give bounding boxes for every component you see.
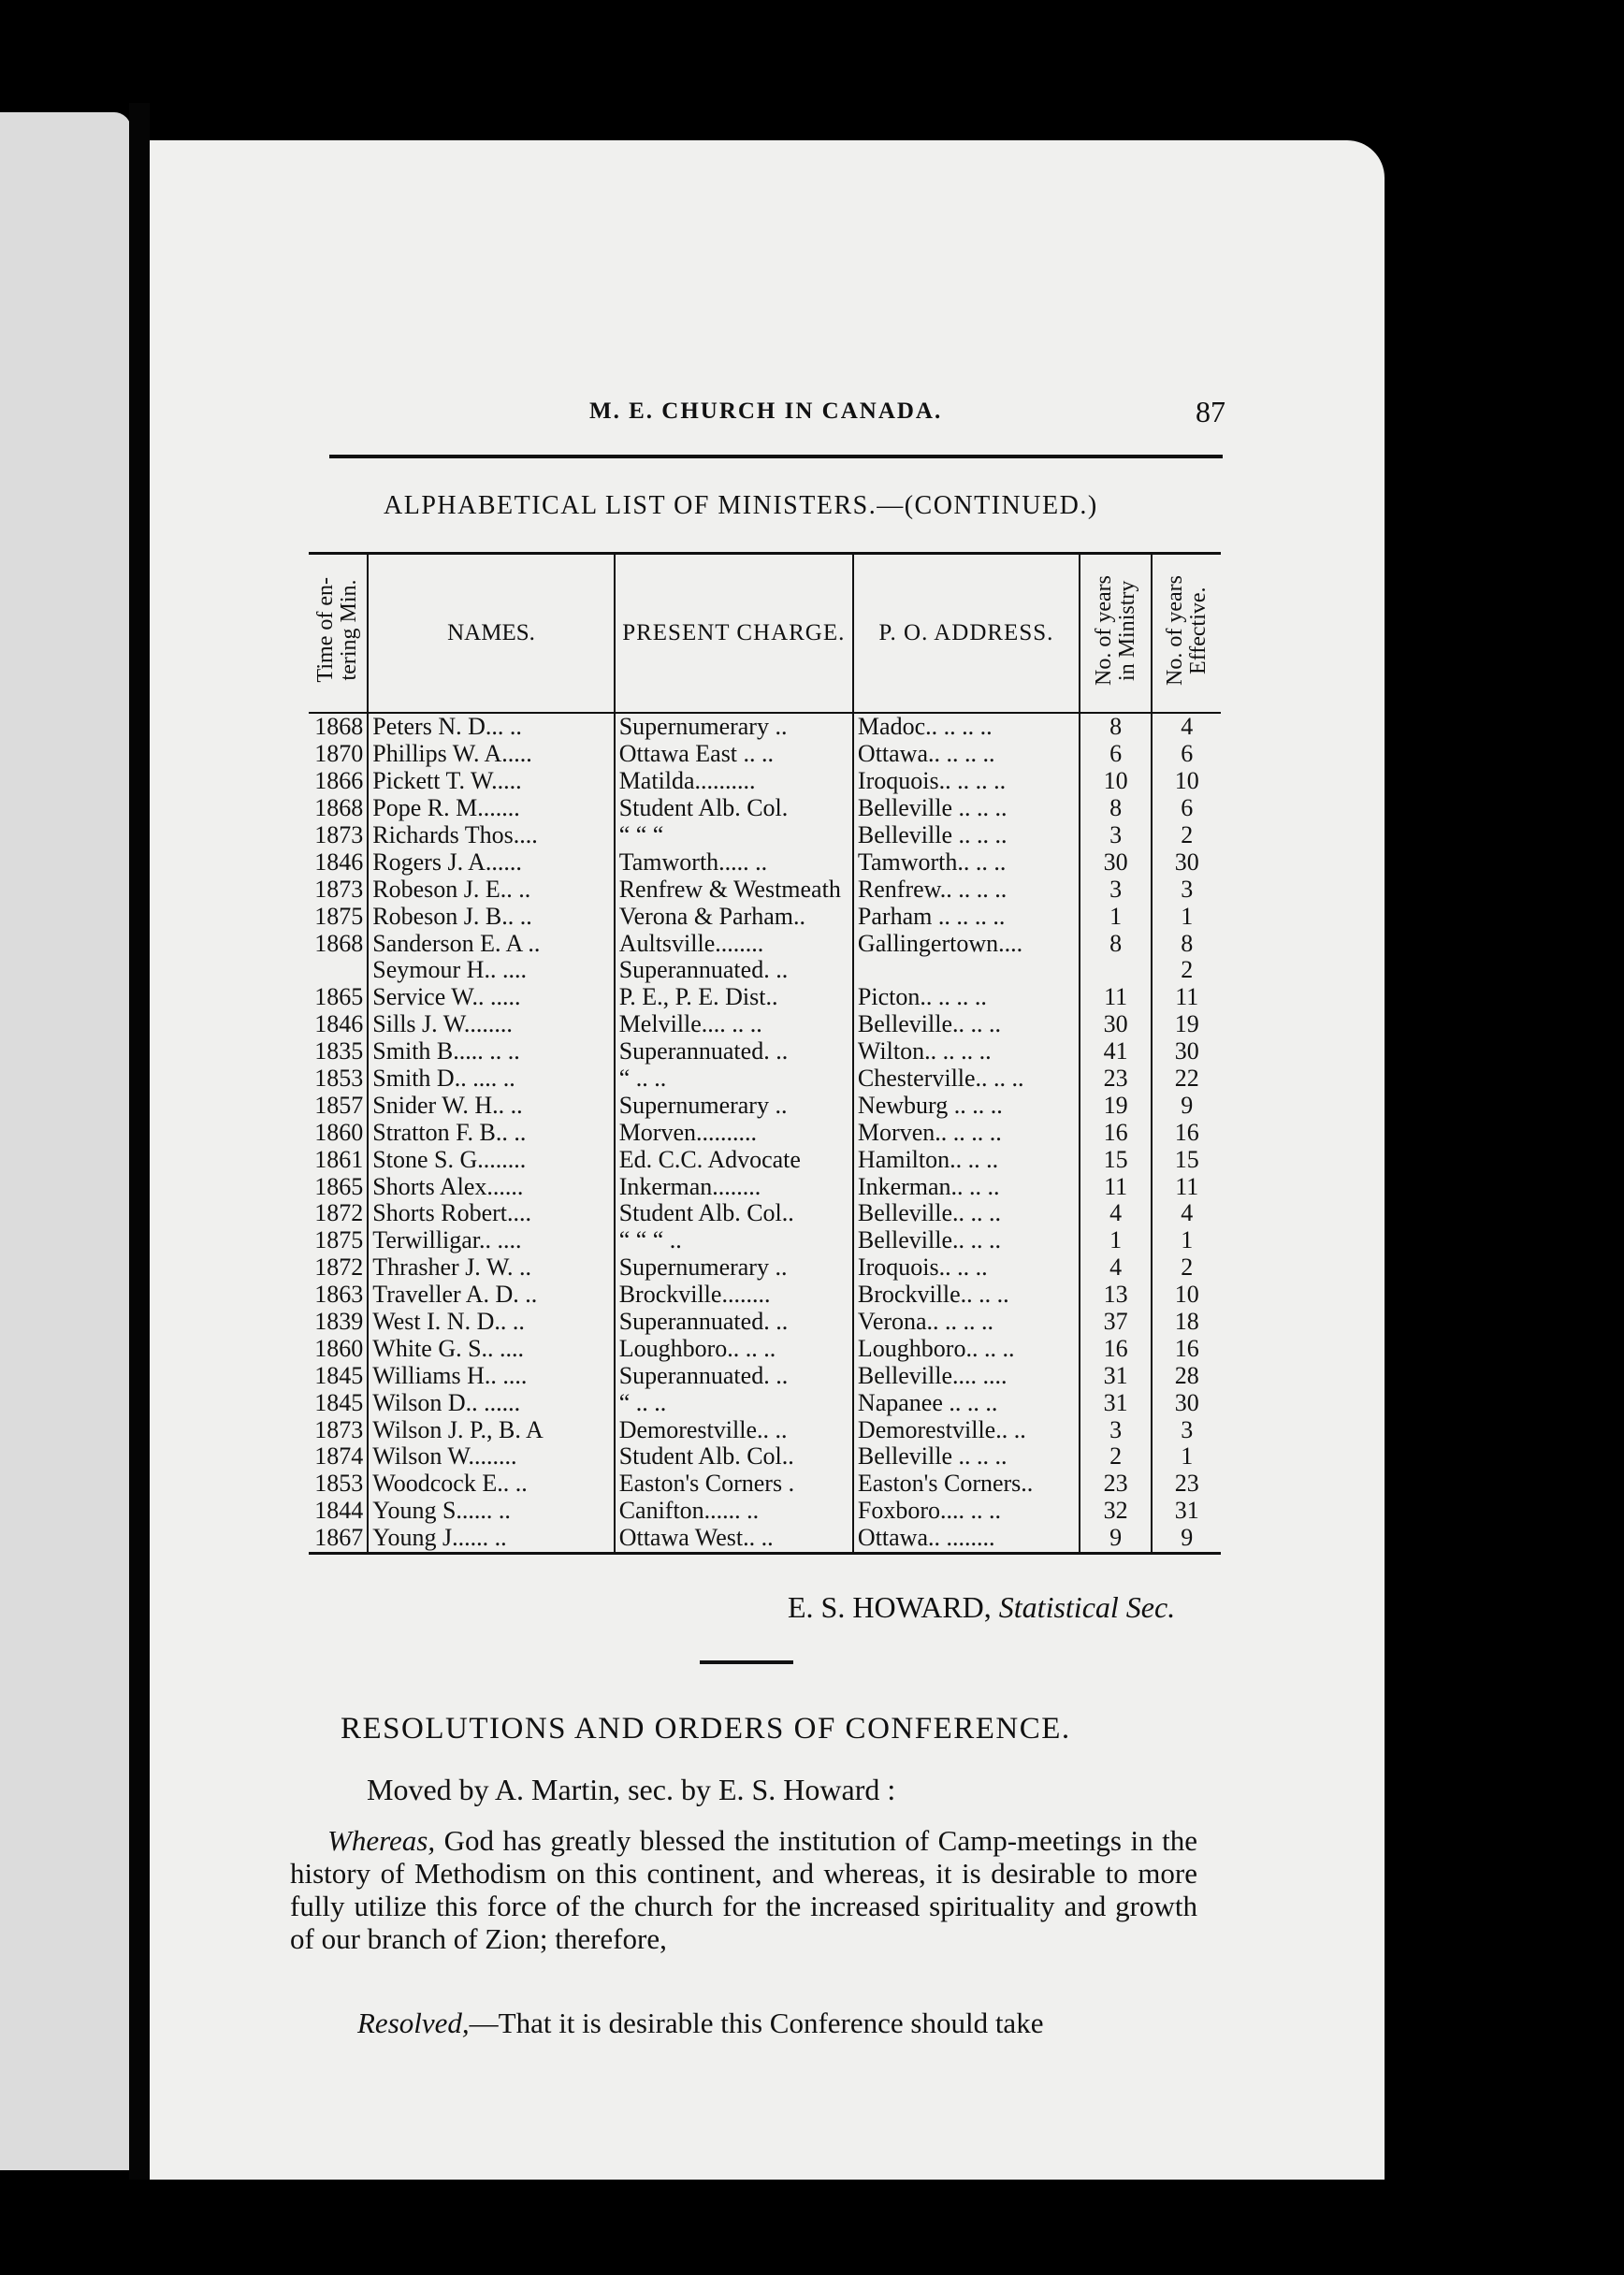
table-row (309, 957, 1221, 984)
cell-name: Wilson J. P., B. A (368, 1416, 614, 1443)
cell-po-address: Madoc.. .. .. .. (853, 713, 1080, 741)
cell-name: Sills J. W........ (368, 1011, 614, 1038)
cell-present-charge: Verona & Parham.. (615, 903, 853, 930)
cell-years-effective: 23 (1152, 1471, 1221, 1498)
cell-po-address: Napanee .. .. .. (853, 1389, 1080, 1416)
cell-years-effective: 2 (1152, 957, 1221, 984)
cell-present-charge: “ “ “ (615, 822, 853, 849)
cell-present-charge: P. E., P. E. Dist.. (615, 984, 853, 1011)
cell-entry-year: 1857 (314, 1092, 364, 1119)
cell-entry-year: 1866 (314, 767, 364, 795)
cell-po-address: Belleville.. .. .. (853, 1227, 1080, 1254)
cell-entry-year: 1873 (314, 821, 364, 848)
cell-po-address: Newburg .. .. .. (853, 1092, 1080, 1119)
cell-years-ministry: 1 (1080, 1227, 1153, 1254)
cell-years-ministry: 16 (1080, 1335, 1153, 1362)
cell-years-effective: 4 (1152, 1200, 1221, 1227)
cell-name: Rogers J. A...... (368, 848, 614, 876)
cell-years-effective: 10 (1152, 1282, 1221, 1309)
cell-entry-year: 1868 (314, 930, 364, 957)
cell-po-address: Chesterville.. .. .. (853, 1065, 1080, 1093)
table-row (309, 713, 1221, 741)
cell-present-charge: Brockville........ (615, 1282, 853, 1309)
cell-years-ministry: 9 (1080, 1525, 1153, 1553)
cell-name: Pickett T. W..... (368, 768, 614, 795)
table-row (309, 1065, 1221, 1093)
cell-entry-year: 1868 (314, 713, 364, 741)
cell-present-charge: Superannuated. .. (615, 957, 853, 984)
cell-name: Shorts Robert.... (368, 1200, 614, 1227)
cell-po-address: Parham .. .. .. .. (853, 903, 1080, 930)
cell-years-effective: 11 (1152, 984, 1221, 1011)
cell-entry-year: 1863 (314, 1281, 364, 1309)
table-row (309, 1309, 1221, 1336)
cell-years-effective: 18 (1152, 1309, 1221, 1336)
cell-po-address: Belleville.... .... (853, 1362, 1080, 1389)
cell-years-ministry: 23 (1080, 1471, 1153, 1498)
cell-years-effective: 11 (1152, 1173, 1221, 1200)
cell-present-charge: “ .. .. (615, 1065, 853, 1093)
cell-entry-year: 1846 (314, 848, 364, 876)
cell-years-effective: 2 (1152, 822, 1221, 849)
cell-name: Smith D.. .... .. (368, 1065, 614, 1093)
table-row (309, 1227, 1221, 1254)
cell-present-charge: Superannuated. .. (615, 1038, 853, 1065)
cell-years-ministry: 6 (1080, 741, 1153, 768)
cell-po-address (853, 957, 1080, 984)
cell-years-ministry: 8 (1080, 713, 1153, 741)
signature (788, 1590, 1175, 1625)
table-row (309, 795, 1221, 822)
cell-years-effective: 15 (1152, 1146, 1221, 1173)
whereas-paragraph (290, 1824, 1197, 1955)
adjacent-page-edge (0, 112, 131, 2170)
cell-years-ministry: 11 (1080, 984, 1153, 1011)
cell-present-charge: “ “ “ .. (615, 1227, 853, 1254)
cell-po-address: Picton.. .. .. .. (853, 984, 1080, 1011)
cell-years-effective: 10 (1152, 768, 1221, 795)
running-title: M. E. CHURCH IN CANADA. (589, 398, 943, 424)
cell-name: Woodcock E.. .. (368, 1471, 614, 1498)
cell-name: Phillips W. A..... (368, 741, 614, 768)
cell-po-address: Ottawa.. .. .. .. (853, 741, 1080, 768)
cell-present-charge: Student Alb. Col.. (615, 1200, 853, 1227)
cell-years-effective: 9 (1152, 1092, 1221, 1119)
table-header-row (309, 554, 1221, 714)
table-row (309, 1443, 1221, 1471)
cell-years-ministry: 37 (1080, 1309, 1153, 1336)
table-row (309, 1335, 1221, 1362)
table-row (309, 1498, 1221, 1525)
cell-entry-year: 1835 (314, 1037, 364, 1065)
cell-entry-year (309, 957, 368, 984)
cell-present-charge: Ottawa West.. .. (615, 1525, 853, 1553)
table-row (309, 1416, 1221, 1443)
cell-entry-year: 1875 (314, 1226, 364, 1254)
resolved-word: Resolved, (357, 2007, 470, 2039)
cell-entry-year: 1861 (314, 1146, 364, 1173)
cell-years-ministry: 31 (1080, 1362, 1153, 1389)
cell-entry-year: 1845 (314, 1362, 364, 1389)
cell-entry-year: 1865 (314, 983, 364, 1011)
cell-years-ministry: 30 (1080, 848, 1153, 876)
cell-entry-year: 1873 (314, 1416, 364, 1443)
cell-years-effective: 4 (1152, 713, 1221, 741)
cell-present-charge: Inkerman........ (615, 1173, 853, 1200)
cell-entry-year: 1875 (314, 903, 364, 930)
cell-entry-year: 1860 (314, 1119, 364, 1146)
cell-present-charge: Supernumerary .. (615, 1254, 853, 1282)
cell-years-ministry: 16 (1080, 1119, 1153, 1146)
column-header-names: NAMES. (368, 554, 614, 714)
cell-po-address: Iroquois.. .. .. .. (853, 768, 1080, 795)
cell-years-effective: 6 (1152, 741, 1221, 768)
table-row (309, 1282, 1221, 1309)
cell-entry-year: 1874 (314, 1443, 364, 1471)
cell-years-ministry: 4 (1080, 1254, 1153, 1282)
cell-entry-year: 1853 (314, 1470, 364, 1498)
table-row (309, 768, 1221, 795)
cell-years-ministry: 31 (1080, 1389, 1153, 1416)
cell-entry-year: 1868 (314, 794, 364, 822)
cell-entry-year: 1845 (314, 1389, 364, 1416)
cell-name: Shorts Alex...... (368, 1173, 614, 1200)
cell-years-ministry: 8 (1080, 930, 1153, 957)
motion-line: Moved by A. Martin, sec. by E. S. Howard : (367, 1773, 896, 1806)
table-row (309, 848, 1221, 876)
cell-years-effective: 1 (1152, 1443, 1221, 1471)
table-row (309, 1254, 1221, 1282)
cell-name: Stratton F. B.. .. (368, 1119, 614, 1146)
table-row (309, 1471, 1221, 1498)
column-header-po-address: P. O. ADDRESS. (853, 554, 1080, 714)
cell-years-ministry: 8 (1080, 795, 1153, 822)
whereas-word: Whereas, (327, 1824, 436, 1857)
cell-name: Seymour H.. .... (368, 957, 614, 984)
table-body (309, 713, 1221, 1553)
cell-years-effective: 9 (1152, 1525, 1221, 1553)
table-row (309, 903, 1221, 930)
cell-years-effective: 16 (1152, 1335, 1221, 1362)
cell-years-ministry: 2 (1080, 1443, 1153, 1471)
cell-present-charge: Ed. C.C. Advocate (615, 1146, 853, 1173)
cell-po-address: Ottawa.. ........ (853, 1525, 1080, 1553)
cell-years-effective: 1 (1152, 1227, 1221, 1254)
section-heading: RESOLUTIONS AND ORDERS OF CONFERENCE. (341, 1712, 1071, 1746)
table-row (309, 1200, 1221, 1227)
cell-entry-year: 1870 (314, 740, 364, 768)
cell-po-address: Wilton.. .. .. .. (853, 1038, 1080, 1065)
cell-entry-year: 1872 (314, 1253, 364, 1282)
cell-name: West I. N. D.. .. (368, 1309, 614, 1336)
cell-name: Traveller A. D. .. (368, 1282, 614, 1309)
table-row (309, 1011, 1221, 1038)
cell-name: Thrasher J. W. .. (368, 1254, 614, 1282)
cell-years-effective: 30 (1152, 1389, 1221, 1416)
table-row (309, 1362, 1221, 1389)
table-row (309, 1146, 1221, 1173)
cell-present-charge: Tamworth..... .. (615, 848, 853, 876)
cell-name: Sanderson E. A .. (368, 930, 614, 957)
cell-years-effective: 1 (1152, 903, 1221, 930)
cell-years-effective: 30 (1152, 1038, 1221, 1065)
resolved-paragraph (290, 2007, 1197, 2039)
cell-years-ministry: 3 (1080, 1416, 1153, 1443)
cell-name: Peters N. D... .. (368, 713, 614, 741)
cell-entry-year: 1872 (314, 1200, 364, 1227)
cell-po-address: Tamworth.. .. .. (853, 848, 1080, 876)
cell-years-effective: 8 (1152, 930, 1221, 957)
cell-entry-year: 1867 (314, 1524, 364, 1552)
cell-present-charge: Matilda.......... (615, 768, 853, 795)
table-row (309, 1173, 1221, 1200)
cell-entry-year: 1844 (314, 1497, 364, 1525)
table-row (309, 876, 1221, 903)
cell-years-effective: 28 (1152, 1362, 1221, 1389)
cell-years-ministry: 32 (1080, 1498, 1153, 1525)
cell-name: Terwilligar.. .... (368, 1227, 614, 1254)
cell-po-address: Belleville.. .. .. (853, 1200, 1080, 1227)
column-header-years-ministry: No. of years in Ministry (1080, 554, 1153, 714)
cell-present-charge: Superannuated. .. (615, 1309, 853, 1336)
cell-po-address: Belleville.. .. .. (853, 1011, 1080, 1038)
cell-po-address: Belleville .. .. .. (853, 822, 1080, 849)
cell-entry-year: 1873 (314, 876, 364, 903)
cell-years-ministry: 4 (1080, 1200, 1153, 1227)
cell-years-effective: 22 (1152, 1065, 1221, 1093)
page-number: 87 (1196, 395, 1225, 428)
cell-years-effective: 31 (1152, 1498, 1221, 1525)
cell-po-address: Verona.. .. .. .. (853, 1309, 1080, 1336)
cell-name: Wilson W........ (368, 1443, 614, 1471)
cell-present-charge: Supernumerary .. (615, 1092, 853, 1119)
cell-po-address: Morven.. .. .. .. (853, 1119, 1080, 1146)
table-row (309, 1119, 1221, 1146)
cell-years-ministry: 41 (1080, 1038, 1153, 1065)
table-row (309, 1038, 1221, 1065)
cell-entry-year: 1846 (314, 1010, 364, 1038)
table-row (309, 1525, 1221, 1553)
cell-po-address: Demorestville.. .. (853, 1416, 1080, 1443)
cell-name: Stone S. G........ (368, 1146, 614, 1173)
cell-years-effective: 16 (1152, 1119, 1221, 1146)
cell-name: Smith B..... .. .. (368, 1038, 614, 1065)
cell-years-ministry: 1 (1080, 903, 1153, 930)
cell-po-address: Belleville .. .. .. (853, 795, 1080, 822)
cell-po-address: Renfrew.. .. .. .. (853, 876, 1080, 903)
cell-present-charge: Canifton...... .. (615, 1498, 853, 1525)
cell-years-effective: 3 (1152, 1416, 1221, 1443)
cell-present-charge: Renfrew & Westmeath (615, 876, 853, 903)
table-row (309, 984, 1221, 1011)
running-head (440, 395, 1225, 442)
cell-po-address: Iroquois.. .. .. (853, 1254, 1080, 1282)
column-header-present-charge: PRESENT CHARGE. (615, 554, 853, 714)
cell-years-ministry: 3 (1080, 822, 1153, 849)
cell-name: Robeson J. B.. .. (368, 903, 614, 930)
cell-present-charge: Easton's Corners . (615, 1471, 853, 1498)
table-row (309, 1389, 1221, 1416)
cell-years-ministry: 11 (1080, 1173, 1153, 1200)
cell-po-address: Easton's Corners.. (853, 1471, 1080, 1498)
cell-po-address: Gallingertown.... (853, 930, 1080, 957)
cell-years-effective: 6 (1152, 795, 1221, 822)
header-rule (329, 455, 1223, 458)
signature-name: E. S. HOWARD, (788, 1590, 992, 1624)
whereas-text: God has greatly blessed the institution of Camp-meetings in the history of Methodism on this continent, and whereas, it is desirable to more fully utilize this force of the church for the increased spirituality and growth of our branch of Zion; therefore, (290, 1824, 1197, 1955)
book-spine (129, 103, 150, 2180)
cell-po-address: Hamilton.. .. .. (853, 1146, 1080, 1173)
resolved-text: —That it is desirable this Conference should take (469, 2007, 1044, 2039)
cell-entry-year: 1839 (314, 1308, 364, 1336)
ministers-table (309, 552, 1221, 1555)
cell-name: Richards Thos.... (368, 822, 614, 849)
cell-present-charge: Superannuated. .. (615, 1362, 853, 1389)
cell-name: Service W.. ..... (368, 984, 614, 1011)
cell-name: Snider W. H.. .. (368, 1092, 614, 1119)
cell-years-ministry: 30 (1080, 1011, 1153, 1038)
cell-present-charge: Loughboro.. .. .. (615, 1335, 853, 1362)
cell-name: Pope R. M....... (368, 795, 614, 822)
cell-po-address: Loughboro.. .. .. (853, 1335, 1080, 1362)
cell-present-charge: “ .. .. (615, 1389, 853, 1416)
cell-years-effective: 2 (1152, 1254, 1221, 1282)
cell-po-address: Belleville .. .. .. (853, 1443, 1080, 1471)
cell-years-ministry: 15 (1080, 1146, 1153, 1173)
table-row (309, 1092, 1221, 1119)
cell-years-ministry: 3 (1080, 876, 1153, 903)
table-caption: ALPHABETICAL LIST OF MINISTERS.—(CONTINUED.) (384, 491, 1098, 520)
cell-years-effective: 30 (1152, 848, 1221, 876)
cell-name: Williams H.. .... (368, 1362, 614, 1389)
cell-name: Young J...... .. (368, 1525, 614, 1553)
cell-entry-year: 1853 (314, 1065, 364, 1093)
cell-present-charge: Morven.......... (615, 1119, 853, 1146)
cell-entry-year: 1865 (314, 1173, 364, 1200)
section-divider (700, 1660, 793, 1664)
cell-name: Wilson D.. ...... (368, 1389, 614, 1416)
cell-years-effective: 19 (1152, 1011, 1221, 1038)
table-row (309, 741, 1221, 768)
table-row (309, 930, 1221, 957)
column-header-years-effective: No. of years Effective. (1152, 554, 1221, 714)
table-row (309, 822, 1221, 849)
cell-present-charge: Demorestville.. .. (615, 1416, 853, 1443)
cell-present-charge: Student Alb. Col.. (615, 1443, 853, 1471)
cell-present-charge: Ottawa East .. .. (615, 741, 853, 768)
cell-name: Robeson J. E.. .. (368, 876, 614, 903)
cell-po-address: Inkerman.. .. .. (853, 1173, 1080, 1200)
cell-entry-year: 1860 (314, 1335, 364, 1362)
cell-years-ministry (1080, 957, 1153, 984)
cell-years-ministry: 10 (1080, 768, 1153, 795)
cell-present-charge: Supernumerary .. (615, 713, 853, 741)
cell-years-effective: 3 (1152, 876, 1221, 903)
cell-present-charge: Student Alb. Col. (615, 795, 853, 822)
cell-po-address: Brockville.. .. .. (853, 1282, 1080, 1309)
cell-years-ministry: 23 (1080, 1065, 1153, 1093)
cell-years-ministry: 13 (1080, 1282, 1153, 1309)
cell-name: White G. S.. .... (368, 1335, 614, 1362)
column-header-time-entering: Time of en- tering Min. (309, 554, 368, 714)
signature-role: Statistical Sec. (998, 1590, 1176, 1624)
cell-name: Young S...... .. (368, 1498, 614, 1525)
cell-po-address: Foxboro.... .. .. (853, 1498, 1080, 1525)
cell-years-ministry: 19 (1080, 1092, 1153, 1119)
cell-present-charge: Melville.... .. .. (615, 1011, 853, 1038)
cell-present-charge: Aultsville........ (615, 930, 853, 957)
